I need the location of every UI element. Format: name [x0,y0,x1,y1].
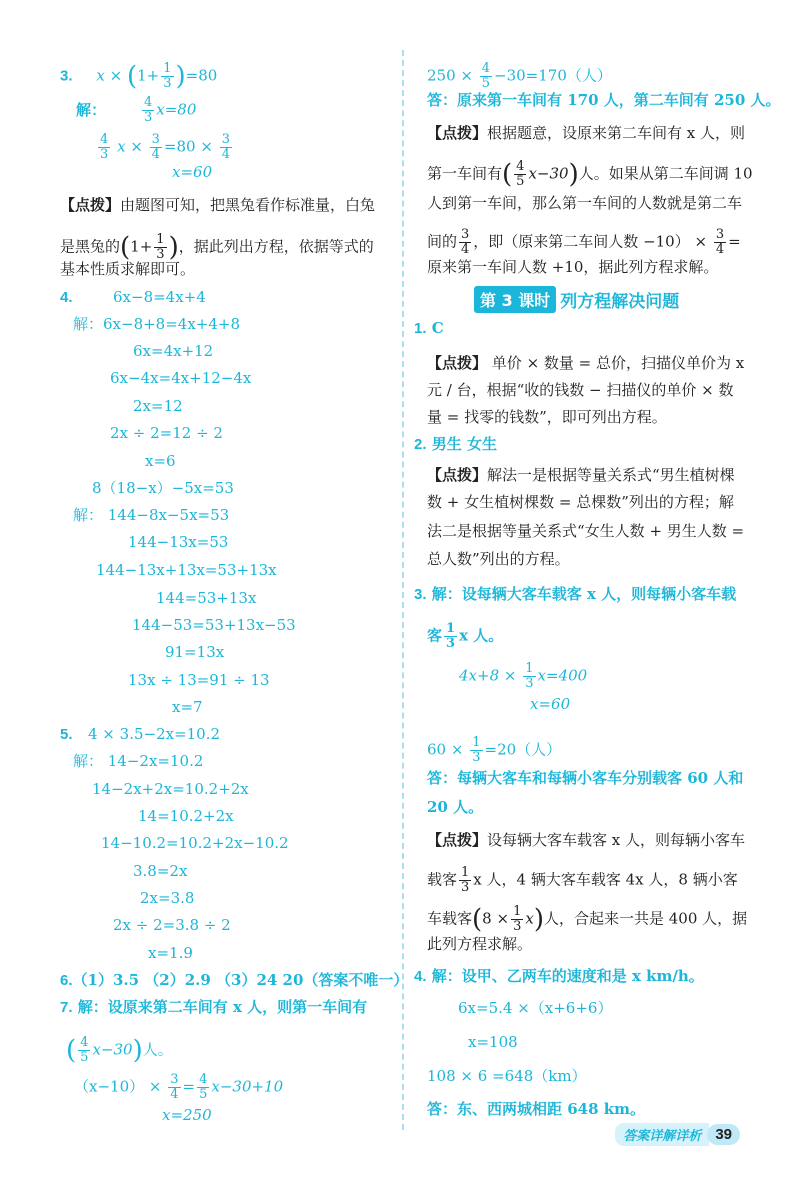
page-number: 39 [707,1124,740,1145]
r2-answer: 2. 男生 女生 [414,435,497,453]
footer-label: 答案详解详析 [615,1123,709,1146]
r3-line3: 4x+8 × $\frac{1}{3}$ x=400 [459,661,588,691]
q4-line-5: 2x=12 [133,397,183,415]
q5-number: 5. [60,726,73,743]
r-tip-line1: 【点拨】根据题意，设原来第二车间有 x 人，则 [427,124,746,142]
q4-number: 4. [60,289,73,306]
paren-close: ) [568,159,579,190]
r3-tip-line1: 【点拨】设每辆大客车载客 x 人，则每辆小客车 [427,831,746,849]
lesson-number-box: 第 3 课时 [474,286,556,313]
q4-line-9: 解： 144−8x−5x=53 [73,506,230,524]
fraction: $\frac{4}{3}$ [144,95,153,125]
r2-tip-line1: 【点拨】解法一是根据等量关系式“男生植树棵 [427,466,735,484]
q3-step2 [96,133,234,162]
r-tip-line4: 间的 $\frac{3}{4}$ ，即（原来第二车间人数 −10） × $\frac{3}{4}$ = [427,227,741,257]
fraction: $\frac{4}{5}$ [481,61,491,91]
q4-line-14: 91=13x [165,643,225,661]
r-tip-line2: 第一车间有( $\frac{4}{5}$ x−30)人。如果从第二车间调 10 [427,159,753,190]
paren-close: ) [533,904,544,935]
q5-line-0 [60,724,73,745]
r4-line2: 6x=5.4 ×（x+6+6） [458,999,613,1017]
q3-number: 3. [60,67,73,85]
q7-line4: x=250 [162,1106,212,1124]
paren-open: ( [502,159,513,190]
r3-answer-line1: 答：每辆大客车和每辆小客车分别载客 60 人和 [427,769,744,787]
q4-line-15: 13x ÷ 13=91 ÷ 13 [128,671,270,689]
r3-tip-line4: 此列方程求解。 [427,935,533,953]
q6: 6.（1）3.5 （2）2.9 （3）24 20（答案不唯一） [60,971,409,989]
r-top-calc: 250 × $\frac{4}{5}$ −30=170（人） [427,61,612,91]
r3-line4: x=60 [530,695,571,713]
fraction: $\frac{4}{5}$ [199,1072,208,1102]
paren-close: ) [132,1035,143,1066]
q4-line-3: 6x=4x+12 [133,342,214,360]
column-divider [402,50,404,1130]
q5-line-3: 14−2x+2x=10.2+2x [92,780,249,798]
q3-equation [60,62,217,91]
r-tip-line3: 人到第一车间，那么第一车间的人数就是第二车 [427,194,743,212]
r2-tip-line2: 数 + 女生植树棵数 = 总棵数”列出的方程；解 [427,493,734,511]
r2-tip-line4: 总人数”列出的方程。 [427,550,570,568]
r1-answer: 1. C [414,319,444,337]
q5-line-1: 4 × 3.5−2x=10.2 [88,725,221,743]
fraction: $\frac{1}{3}$ [446,621,456,651]
paren-open: ( [472,904,483,935]
q5-line-7: 2x=3.8 [140,889,195,907]
q5-line-4: 14=10.2+2x [138,807,234,825]
paren-close: ) [175,61,186,92]
r4-line3: x=108 [468,1033,518,1051]
paren-open: ( [66,1035,77,1066]
q7-line3: （x−10） × $\frac{3}{4}$ = $\frac{4}{5}$ x−30+10 [74,1072,284,1102]
q3-step1-text: x=80 [156,100,197,119]
r1-tip-line3: 量 = 找零的钱数”，即可列出方程。 [427,408,667,426]
q5-line-2: 解： 14−2x=10.2 [73,752,204,770]
q3-eq-part-c: =80 [185,66,218,85]
fraction: $\frac{3}{4}$ [151,132,160,162]
paren-open: ( [126,61,138,92]
q5-line-6: 3.8=2x [133,862,188,880]
fraction: $\frac{3}{4}$ [715,227,725,257]
q3-tip-line3: 基本性质求解即可。 [60,260,196,278]
r3-line5: 60 × $\frac{1}{3}$ =20（人） [427,735,562,765]
q3-eq-part-b: 1+ [137,66,160,85]
q3-step3: x=60 [172,163,213,181]
q3-tip-line1: 【点拨】由题图可知，把黑兔看作标准量，白兔 [60,196,376,214]
q4-line-10: 144−13x=53 [128,533,229,551]
fraction: $\frac{1}{3}$ [156,232,165,262]
q3-step1 [140,96,196,125]
q4-line-4: 6x−4x=4x+12−4x [110,369,252,387]
q7-line2: ( $\frac{4}{5}$ x−30)人。 [66,1035,173,1066]
fraction: $\frac{3}{4}$ [461,227,470,257]
lesson-title: 列方程解决问题 [560,291,680,312]
q3-eq-part-a: x × [96,66,123,85]
q4-line-1: 6x−8=4x+4 [113,288,206,306]
r4-line4: 108 × 6 =648（km） [427,1067,587,1085]
tip-tag: 【点拨】 [427,124,488,142]
fraction: $\frac{1}{3}$ [472,735,481,765]
q4-line-12: 144=53+13x [156,589,257,607]
fraction: $\frac{4}{3}$ [100,132,109,162]
page-footer [615,1123,740,1146]
r4-answer: 答：东、西两城相距 648 km。 [427,1100,646,1118]
q5-line-8: 2x ÷ 2=3.8 ÷ 2 [113,916,231,934]
r3-tip-line3: 车载客(8 × $\frac{1}{3}$ x)人，合起来一共是 400 人，据 [427,904,748,935]
r1-tip-line2: 元 / 台，根据“收的钱数 − 扫描仪的单价 × 数 [427,381,734,399]
r1-tip-line1: 【点拨】 单价 × 数量 = 总价，扫描仪单价为 x [427,354,745,372]
q4-line-7: x=6 [145,452,176,470]
q4-line-8: 8（18−x）−5x=53 [92,479,234,497]
r3-line1: 3. 解：设每辆大客车载客 x 人，则每辆小客车载 [414,585,737,603]
fraction: $\frac{3}{4}$ [170,1072,179,1102]
fraction: $\frac{1}{3}$ [461,865,470,895]
q3-tip-line2: 是黑兔的(1+ $\frac{1}{3}$ )，据此列出方程，依据等式的 [60,232,374,263]
r4-line1: 4. 解：设甲、乙两车的速度和是 x km/h。 [414,967,704,985]
r3-answer-line2: 20 人。 [427,798,484,816]
q3-step2-mid: x × [117,137,143,156]
paren-close: ) [168,232,179,263]
q6-number: 6. [60,972,73,989]
q7-line1: 7. 解：设原来第二车间有 x 人，则第一车间有 [60,998,368,1016]
q4-line-2: 解：6x−8+8=4x+4+8 [73,315,241,333]
q5-line-5: 14−10.2=10.2+2x−10.2 [101,834,289,852]
paren-open: ( [120,232,131,263]
q3-step2-right: =80 × [163,137,213,156]
fraction: $\frac{1}{3}$ [525,661,534,691]
q5-line-9: x=1.9 [148,944,193,962]
r3-tip-line2: 载客 $\frac{1}{3}$ x 人，4 辆大客车载客 4x 人，8 辆小客 [427,865,738,895]
tip-tag: 【点拨】 [60,196,121,214]
r-top-answer: 答：原来第一车间有 170 人，第二车间有 250 人。 [427,91,781,109]
r-tip-line5: 原来第一车间人数 +10，据此列方程求解。 [427,258,719,276]
q4-line-6: 2x ÷ 2=12 ÷ 2 [110,424,223,442]
q3-jie: 解： [76,101,107,119]
fraction: $\frac{3}{4}$ [221,132,230,162]
q7-number: 7. [60,999,73,1016]
lesson-header [474,286,679,312]
fraction: $\frac{1}{3}$ [163,61,172,91]
fraction: $\frac{4}{5}$ [516,159,525,189]
q4-line-11: 144−13x+13x=53+13x [96,561,277,579]
q4-line-0 [60,287,73,308]
fraction: $\frac{4}{5}$ [80,1035,89,1065]
r3-line2: 客 $\frac{1}{3}$ x 人。 [427,621,504,651]
fraction: $\frac{1}{3}$ [513,904,522,934]
q4-line-16: x=7 [172,698,203,716]
q4-line-13: 144−53=53+13x−53 [132,616,296,634]
r2-tip-line3: 法二是根据等量关系式“女生人数 + 男生人数 = [427,522,745,540]
